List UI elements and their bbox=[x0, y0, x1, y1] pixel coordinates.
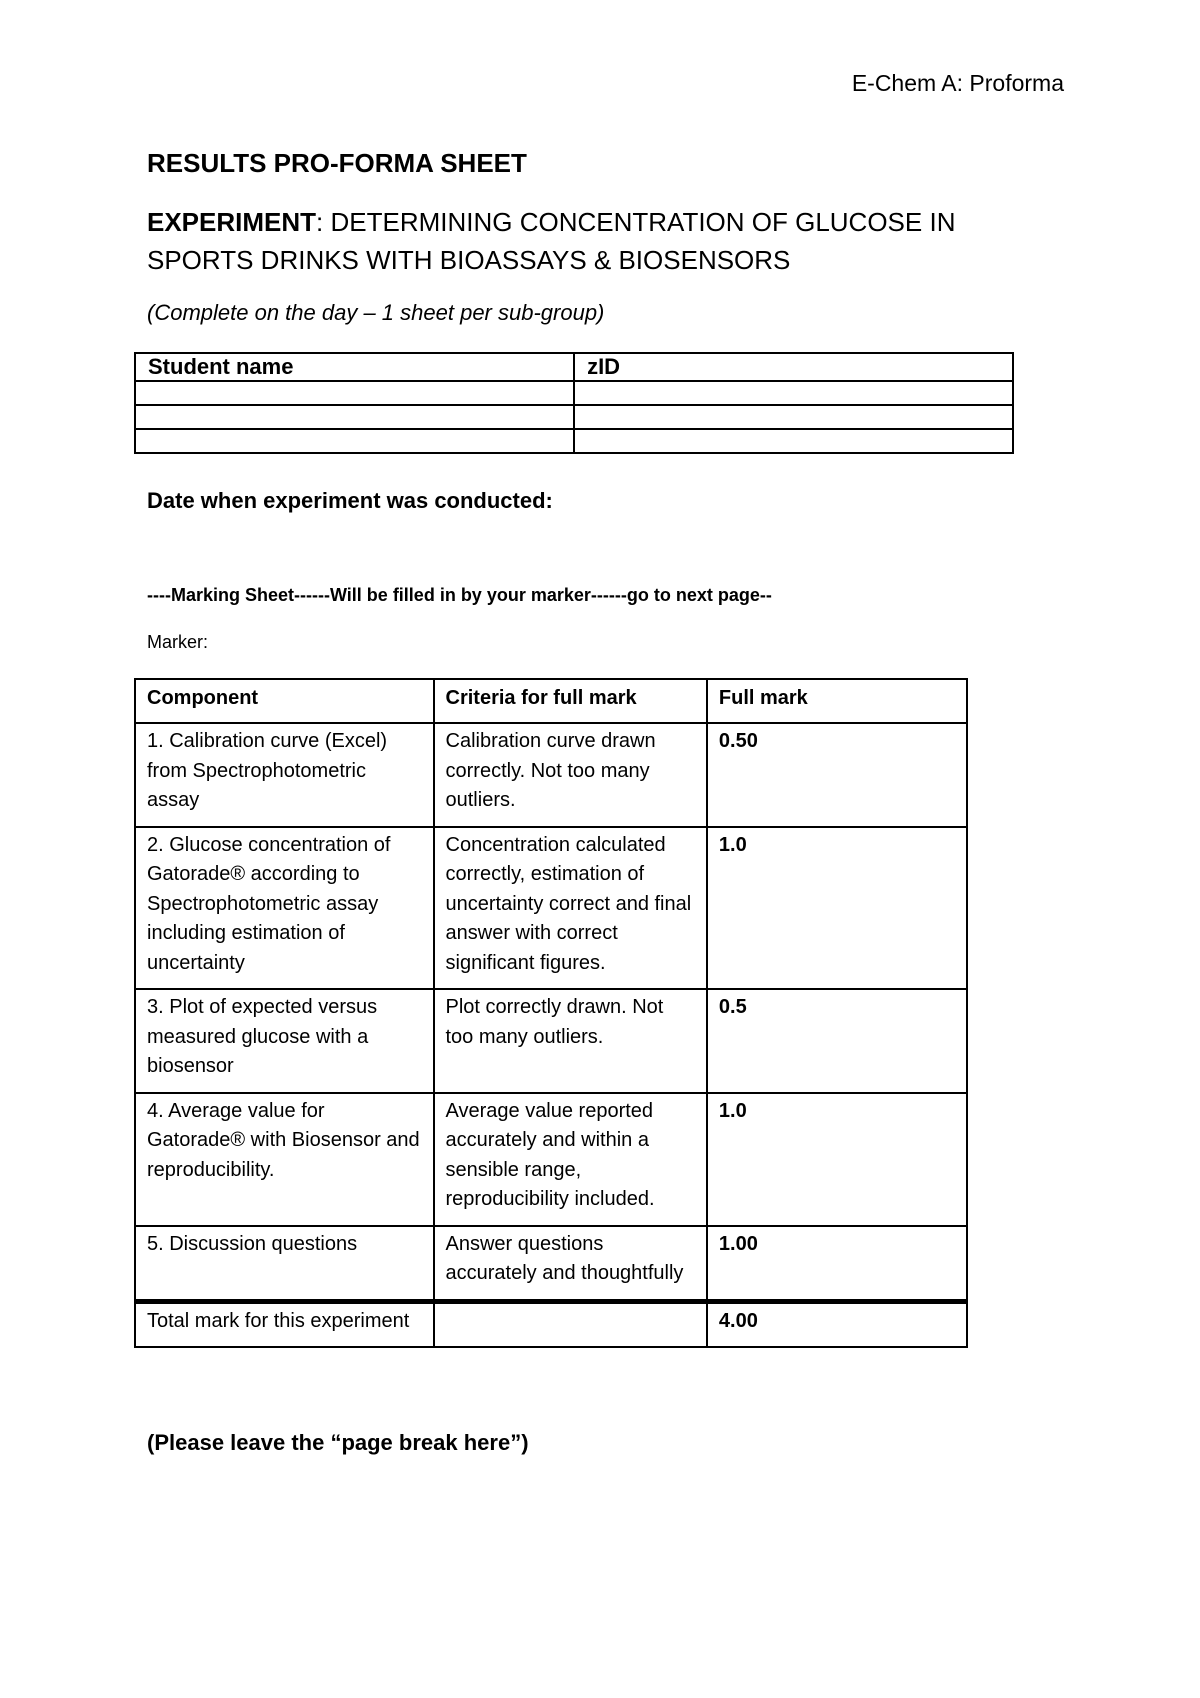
full-mark-cell: 0.50 bbox=[707, 723, 967, 827]
student-row bbox=[135, 381, 1013, 405]
component-cell: 1. Calibration curve (Excel) from Spectrophotometric assay bbox=[135, 723, 434, 827]
running-header: E-Chem A: Proforma bbox=[851, 70, 1064, 96]
zid-cell[interactable] bbox=[574, 405, 1013, 429]
criteria-header: Criteria for full mark bbox=[434, 679, 707, 723]
marker-label: Marker: bbox=[147, 632, 209, 652]
criteria-cell: Average value reported accurately and within a sensible range, reproducibility included. bbox=[434, 1093, 707, 1226]
zid-cell[interactable] bbox=[574, 429, 1013, 453]
full-mark-header: Full mark bbox=[707, 679, 967, 723]
full-mark-cell: 1.0 bbox=[707, 1093, 967, 1226]
page-break-note: (Please leave the “page break here”) bbox=[147, 1430, 529, 1455]
criteria-cell: Calibration curve drawn correctly. Not too many outliers. bbox=[434, 723, 707, 827]
marking-row bbox=[135, 1093, 967, 1226]
marking-row bbox=[135, 827, 967, 990]
criteria-cell: Answer questions accurately and thoughtfully bbox=[434, 1226, 707, 1302]
marking-row bbox=[135, 1226, 967, 1302]
component-cell: 5. Discussion questions bbox=[135, 1226, 434, 1302]
full-mark-cell: 0.5 bbox=[707, 989, 967, 1093]
component-cell: 4. Average value for Gatorade® with Biosensor and reproducibility. bbox=[135, 1093, 434, 1226]
experiment-label: EXPERIMENT bbox=[147, 207, 317, 237]
marking-row bbox=[135, 989, 967, 1093]
component-cell: 3. Plot of expected versus measured glucose with a biosensor bbox=[135, 989, 434, 1093]
student-name-cell[interactable] bbox=[135, 405, 574, 429]
student-name-cell[interactable] bbox=[135, 429, 574, 453]
marking-table-header-row bbox=[135, 679, 967, 723]
student-name-cell[interactable] bbox=[135, 381, 574, 405]
instruction-note: (Complete on the day – 1 sheet per sub-group) bbox=[147, 300, 605, 325]
student-row bbox=[135, 405, 1013, 429]
total-row bbox=[135, 1301, 967, 1347]
component-header: Component bbox=[135, 679, 434, 723]
component-cell: 2. Glucose concentration of Gatorade® according to Spectrophotometric assay including estimation of uncertainty bbox=[135, 827, 434, 990]
zid-header: zID bbox=[574, 353, 1013, 381]
full-mark-cell: 1.0 bbox=[707, 827, 967, 990]
zid-cell[interactable] bbox=[574, 381, 1013, 405]
marking-table bbox=[134, 678, 968, 1348]
date-conducted-label: Date when experiment was conducted: bbox=[147, 488, 553, 513]
total-label-cell: Total mark for this experiment bbox=[135, 1301, 434, 1347]
student-name-header: Student name bbox=[135, 353, 574, 381]
document-title: RESULTS PRO-FORMA SHEET bbox=[147, 148, 527, 178]
marking-sheet-note: ----Marking Sheet------Will be filled in by your marker------go to next page-- bbox=[147, 585, 772, 605]
marking-row bbox=[135, 723, 967, 827]
total-criteria-cell bbox=[434, 1301, 707, 1347]
experiment-text: : DETERMINING CONCENTRATION OF GLUCOSE IN SPORTS DRINKS WITH BIOASSAYS & BIOSENSORS bbox=[147, 207, 956, 275]
full-mark-cell: 1.00 bbox=[707, 1226, 967, 1302]
experiment-heading bbox=[147, 203, 1067, 279]
student-table-header-row bbox=[135, 353, 1013, 381]
total-mark-cell: 4.00 bbox=[707, 1301, 967, 1347]
criteria-cell: Concentration calculated correctly, estimation of uncertainty correct and final answer with correct significant figures. bbox=[434, 827, 707, 990]
student-table bbox=[134, 352, 1014, 454]
student-row bbox=[135, 429, 1013, 453]
criteria-cell: Plot correctly drawn. Not too many outliers. bbox=[434, 989, 707, 1093]
